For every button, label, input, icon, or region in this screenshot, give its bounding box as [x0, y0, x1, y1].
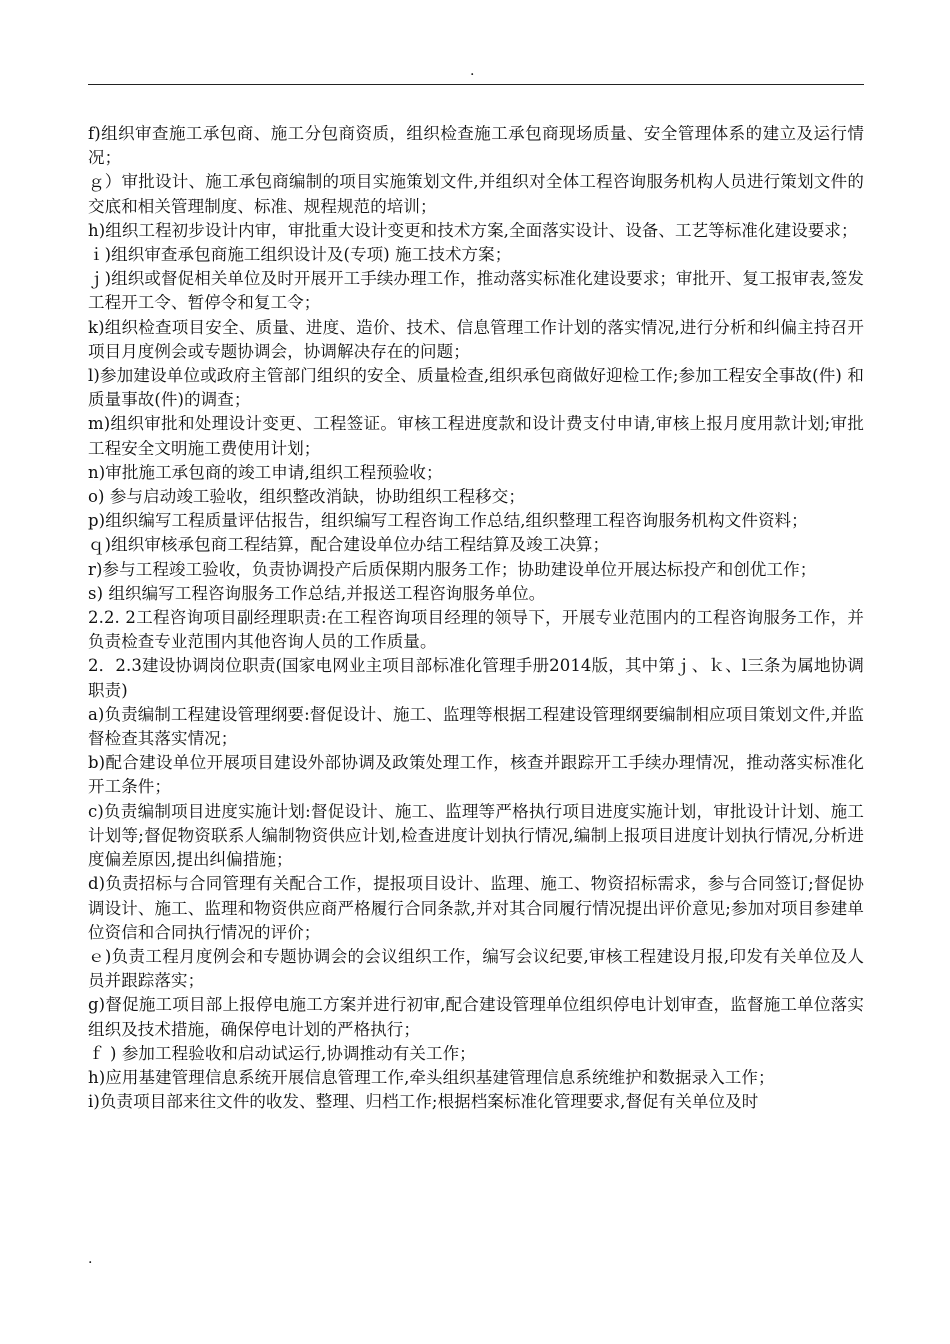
- paragraph-g: ｇ）审批设计、施工承包商编制的项目实施策划文件,并组织对全体工程咨询服务机构人员进行策划文件的交底和相关管理制度、标准、规程规范的培训；: [88, 172, 864, 216]
- document-body: [88, 122, 864, 1114]
- paragraph-f: f)组织审查施工承包商、施工分包商资质，组织检查施工承包商现场质量、安全管理体系的建立及运行情况；: [88, 124, 864, 168]
- paragraph-q: ｑ)组织审核承包商工程结算，配合建设单位办结工程结算及竣工决算；: [88, 535, 610, 555]
- paragraph-o: o) 参与启动竣工验收，组织整改消缺，协助组织工程移交；: [88, 487, 525, 507]
- footer-mark: .: [88, 1251, 93, 1267]
- paragraph-j: ｊ)组织或督促相关单位及时开展开工手续办理工作，推动落实标准化建设要求；审批开、复工报审表,签发工程开工令、暂停令和复工令；: [88, 269, 864, 313]
- duty-d: d)负责招标与合同管理有关配合工作，提报项目设计、监理、施工、物资招标需求，参与合同签订;督促协调设计、施工、监理和物资供应商严格履行合同条款,并对其合同履行情况提出评价意见;参加对项目参建单位资信和合同执行情况的评价；: [88, 874, 864, 942]
- section-2-2-2: 2.2. 2工程咨询项目副经理职责:在工程咨询项目经理的领导下，开展专业范围内的工程咨询服务工作，并负责检查专业范围内其他咨询人员的工作质量。: [88, 608, 864, 652]
- header-mark: .: [470, 63, 475, 79]
- duty-c: c)负责编制项目进度实施计划:督促设计、施工、监理等严格执行项目进度实施计划，审批设计计划、施工计划等;督促物资联系人编制物资供应计划,检查进度计划执行情况,编制上报项目进度计划执行情况,分析进度偏差原因,提出纠偏措施；: [88, 801, 864, 870]
- duty-e: ｅ)负责工程月度例会和专题协调会的会议组织工作，编写会议纪要,审核工程建设月报,印发有关单位及人员并跟踪落实；: [88, 946, 864, 991]
- paragraph-k: k)组织检查项目安全、质量、进度、造价、技术、信息管理工作计划的落实情况,进行分析和纠偏主持召开项目月度例会或专题协调会，协调解决存在的问题；: [88, 317, 864, 361]
- paragraph-r: r)参与工程竣工验收，负责协调投产后质保期内服务工作；协助建设单位开展达标投产和创优工作；: [88, 559, 817, 579]
- duty-g: g)督促施工项目部上报停电施工方案并进行初审,配合建设管理单位组织停电计划审查，监督施工单位落实组织及技术措施，确保停电计划的严格执行；: [88, 995, 864, 1039]
- paragraph-m: m)组织审批和处理设计变更、工程签证。审核工程进度款和设计费支付申请,审核上报月度用款计划;审批工程安全文明施工费使用计划；: [88, 414, 864, 458]
- paragraph-i: ｉ)组织审查承包商施工组织设计及(专项) 施工技术方案；: [88, 245, 512, 265]
- duty-h: h)应用基建管理信息系统开展信息管理工作,牵头组织基建管理信息系统维护和数据录入工作；: [88, 1067, 775, 1087]
- paragraph-n: n)审批施工承包商的竣工申请,组织工程预验收；: [88, 462, 443, 482]
- paragraph-h: h)组织工程初步设计内审，审批重大设计变更和技术方案,全面落实设计、设备、工艺等标准化建设要求；: [88, 220, 858, 240]
- section-2-2-3: 2．2.3建设协调岗位职责(国家电网业主项目部标准化管理手册2014版，其中第ｊ、ｋ、l三条为属地协调职责): [88, 656, 864, 700]
- paragraph-s: s) 组织编写工程咨询服务工作总结,并报送工程咨询服务单位。: [88, 583, 546, 603]
- duty-f: ｆ ) 参加工程验收和启动试运行,协调推动有关工作；: [88, 1043, 476, 1063]
- paragraph-p: p)组织编写工程质量评估报告，组织编写工程咨询工作总结,组织整理工程咨询服务机构文件资料；: [88, 511, 808, 531]
- header-rule: [88, 84, 864, 85]
- duty-i: i)负责项目部来往文件的收发、整理、归档工作;根据档案标准化管理要求,督促有关单位及时: [88, 1092, 759, 1112]
- duty-a: a)负责编制工程建设管理纲要:督促设计、施工、监理等根据工程建设管理纲要编制相应项目策划文件,并监督检查其落实情况；: [88, 704, 864, 749]
- duty-b: b)配合建设单位开展项目建设外部协调及政策处理工作，核查并跟踪开工手续办理情况，推动落实标准化开工条件；: [88, 753, 864, 797]
- paragraph-l: l)参加建设单位或政府主管部门组织的安全、质量检查,组织承包商做好迎检工作;参加工程安全事故(件) 和质量事故(件)的调查；: [88, 366, 864, 410]
